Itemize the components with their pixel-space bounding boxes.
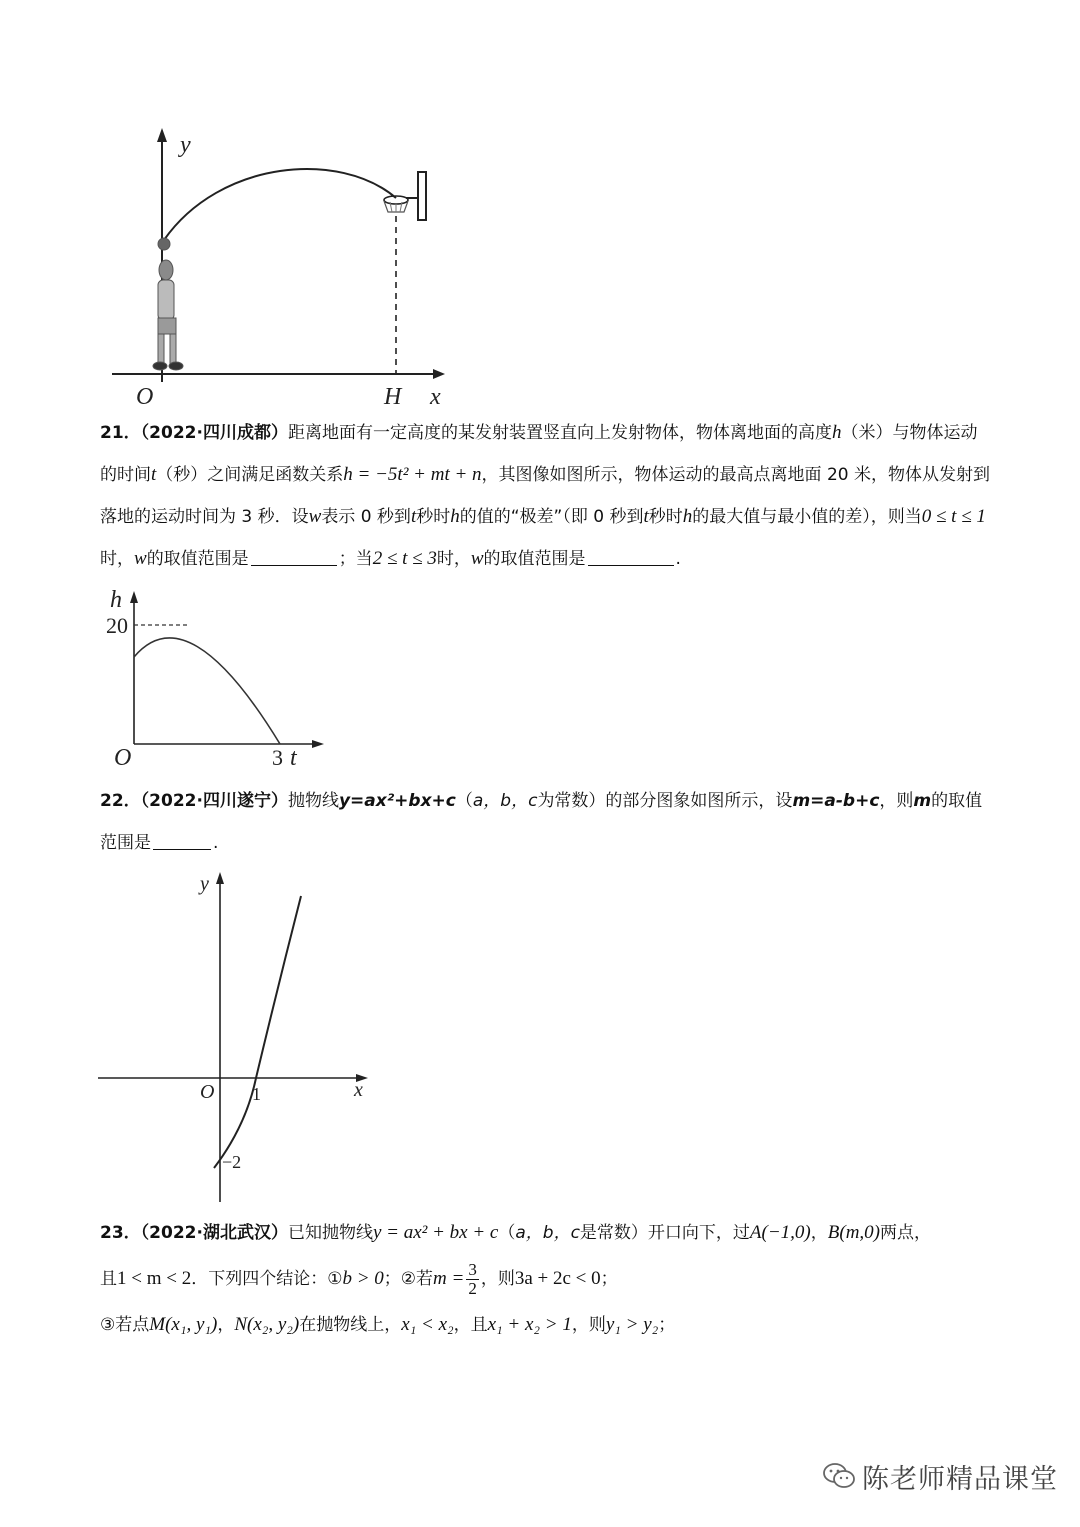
x-axis-label: x (430, 384, 441, 410)
question-23 (100, 1212, 990, 1346)
range-2: 2 ≤ t ≤ 3 (372, 548, 437, 569)
q23-line-3: ③若点M(x₁, y₁)，N(x₂, y₂)在抛物线上，x₁ < x₂，且x₁ + x₂ > 1，则y₁ > y₂； (100, 1314, 676, 1335)
watermark (822, 1456, 1062, 1496)
max-20-label: 20 (106, 613, 128, 638)
origin-label: O (136, 384, 154, 410)
root-1-label: 1 (252, 1084, 261, 1104)
point-b: B(m,0) (827, 1222, 880, 1243)
q23-line-2: 且1 < m < 2．下列四个结论：①b > 0；②若m = $\frac{3}{2}$ ，则3a + 2c < 0； (100, 1259, 618, 1298)
y-axis-label: y (180, 132, 191, 158)
t3-label: 3 (272, 745, 283, 770)
origin-label: O (200, 1081, 215, 1103)
formula: y=ax²+bx+c (338, 791, 456, 811)
point-a: A(−1,0) (749, 1222, 811, 1243)
answer-blank[interactable] (153, 831, 211, 850)
wechat-icon (822, 1461, 856, 1491)
question-number: 21． (100, 423, 141, 443)
x-axis-label: x (354, 1079, 363, 1101)
origin-label: O (114, 745, 132, 771)
figure-height-time-graph (100, 585, 330, 775)
h-axis-label: h (110, 587, 122, 613)
answer-blank-2[interactable] (588, 547, 674, 566)
y-axis-label: y (200, 873, 209, 895)
answer-blank-1[interactable] (251, 547, 337, 566)
range-1: 0 ≤ t ≤ 1 (921, 506, 986, 527)
fraction-3-2: $\frac{3}{2}$ (468, 1259, 477, 1298)
h-point-label: H (384, 384, 402, 410)
intercept-neg2-label: −2 (222, 1152, 242, 1172)
figure-basketball-shot (100, 120, 460, 410)
q23-line-1: 23．（2022·湖北武汉）已知抛物线y = ax² + bx + c（a，b，c是常数）开口向下，过A(−1,0)，B(m,0)两点， (100, 1222, 931, 1243)
figure-parabola (96, 866, 386, 1206)
question-21: 21．（2022·四川成都）距离地面有一定高度的某发射装置竖直向上发射物体，物体离地面的高度h（米）与物体运动的时间t（秒）之间满足函数关系h = −5t² + mt + n，其图像如图所示，物体运动的最高点离地面 20 米，物体从发射到落地的运动时间为 3 秒．设w表示 0 秒到t秒时h的值的“极差”（即 0 秒到t秒时h的最大值与最小值的差），则当0 ≤ t ≤ 1时，w的取值范围是 ；当2 ≤ t ≤ 3时，w的取值范围是 . (100, 422, 990, 569)
t-axis-label: t (290, 745, 297, 771)
question-22: 22．（2022·四川遂宁）抛物线y=ax²+bx+c（a，b，c为常数）的部分图象如图所示，设m=a-b+c，则m的取值范围是 . (100, 791, 983, 853)
formula: y = ax² + bx + c (372, 1222, 499, 1243)
question-source: （2022·四川成都） (140, 423, 288, 443)
formula: h = −5t² + mt + n (343, 464, 482, 485)
watermark-text: 陈老师精品课堂 (862, 1463, 1058, 1495)
